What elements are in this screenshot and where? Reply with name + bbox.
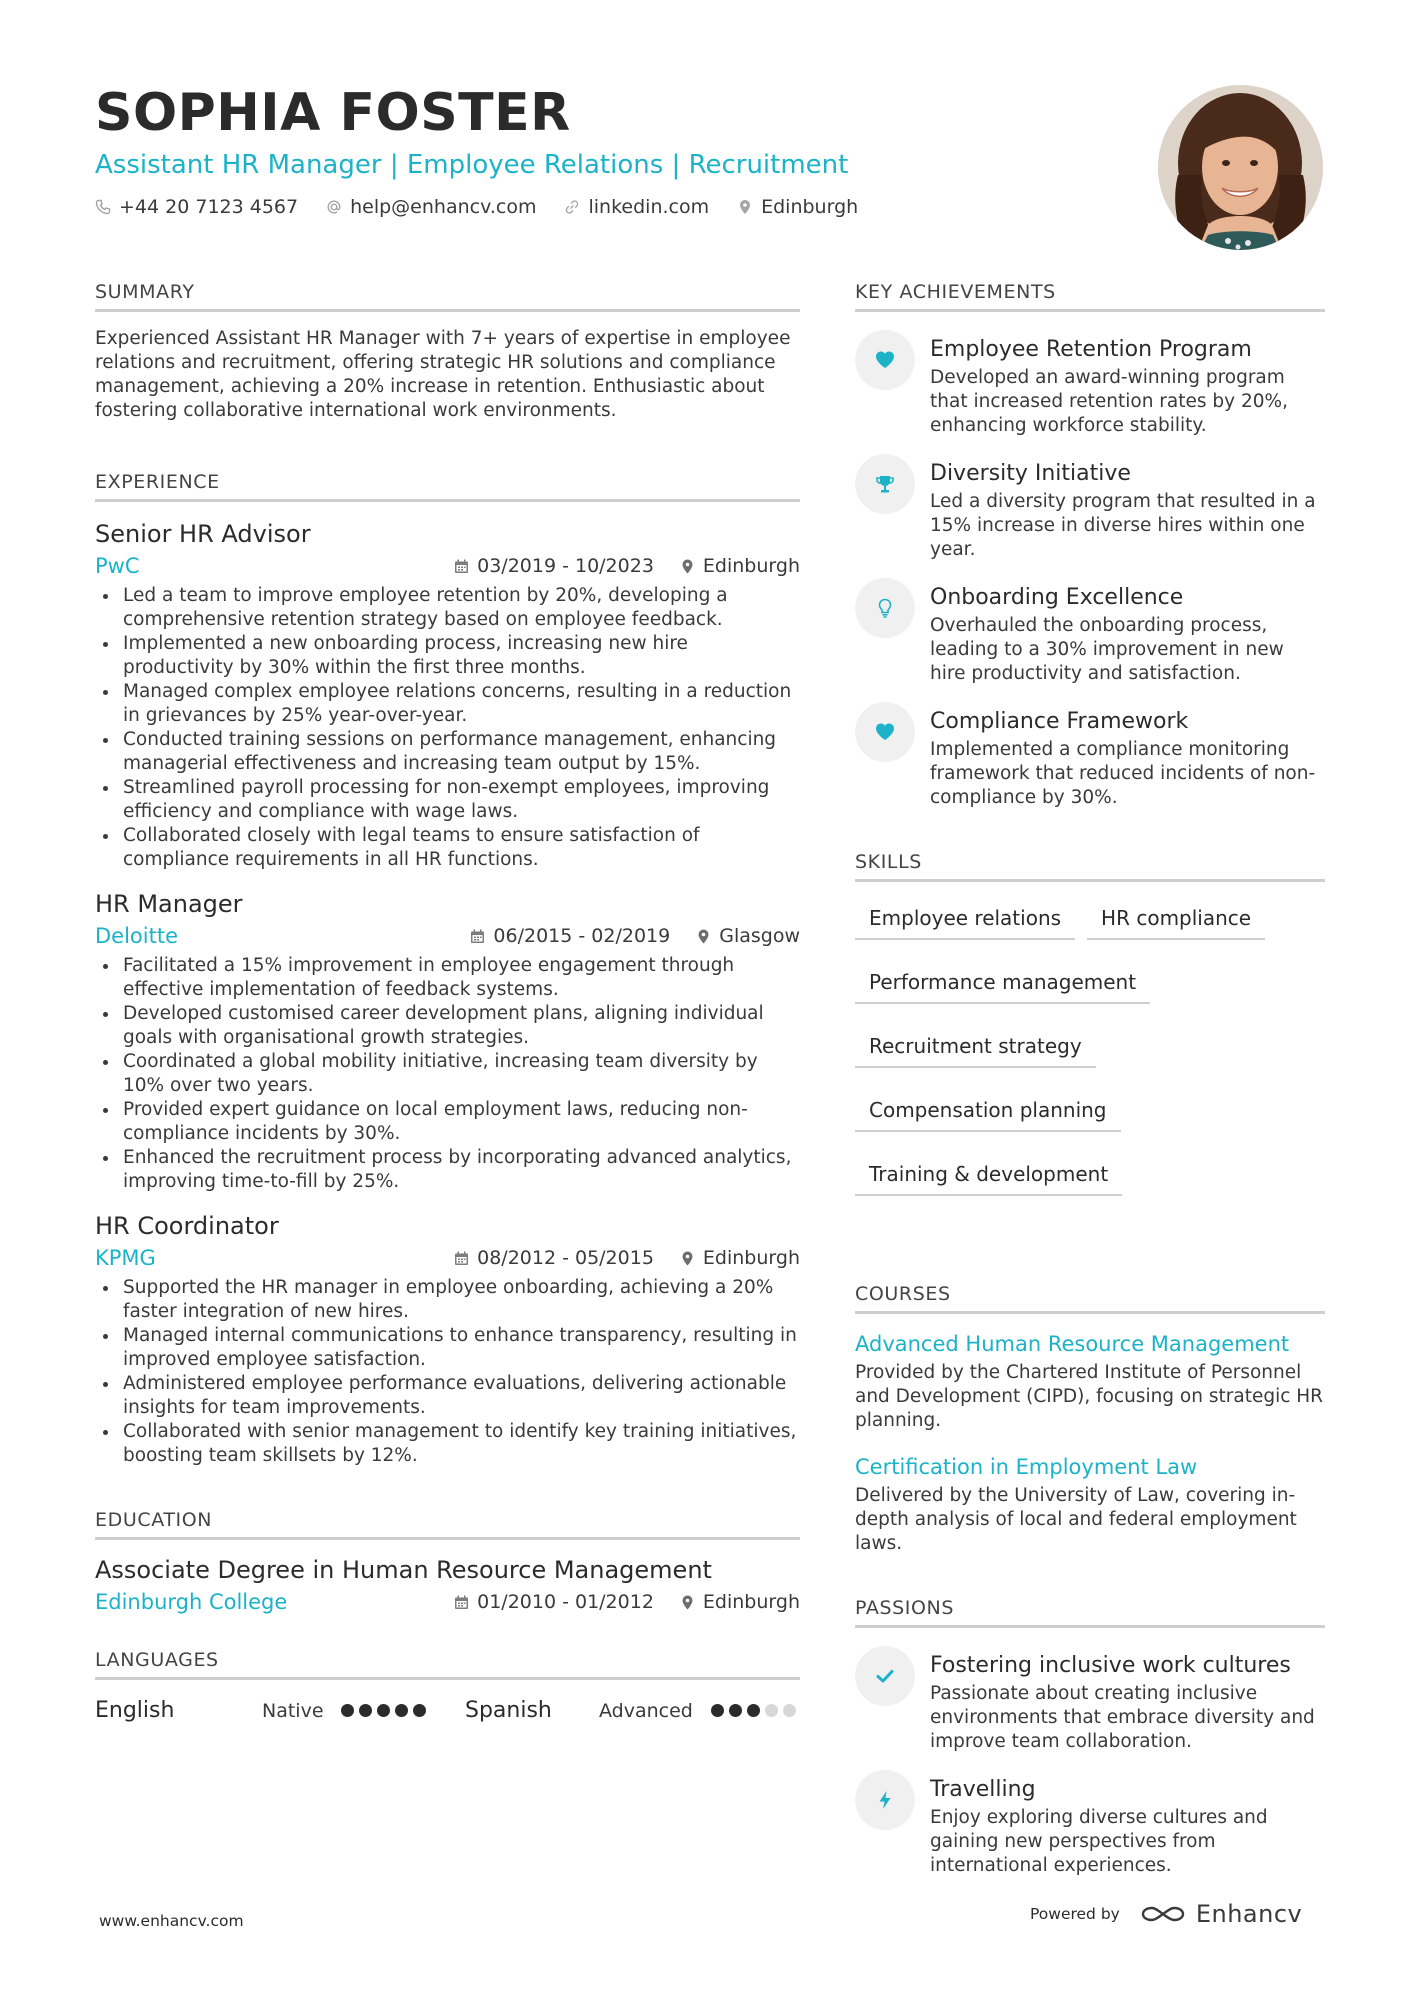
job-location-text: Edinburgh	[702, 555, 800, 577]
left-column	[95, 280, 800, 1723]
skill-tag: Training & development	[855, 1152, 1122, 1196]
achievement-item	[855, 708, 1325, 810]
passion-desc: Passionate about creating inclusive environments that embrace diversity and improve team collaboration.	[930, 1683, 1315, 1752]
achievement-item	[855, 584, 1325, 686]
language-name: Spanish	[465, 1698, 552, 1723]
job-dates-text: 06/2015 - 02/2019	[493, 925, 671, 947]
skills-heading: SKILLS	[855, 850, 1325, 882]
job-dates-text: 03/2019 - 10/2023	[477, 555, 654, 577]
achievement-title: Onboarding Excellence	[930, 585, 1184, 610]
job-location-text: Glasgow	[719, 925, 800, 947]
skill-tag: Performance management	[855, 960, 1150, 1004]
location-pin-icon	[696, 929, 711, 944]
location-pin-icon	[680, 1251, 695, 1266]
achievement-desc: Led a diversity program that resulted in a 15% increase in diverse hires within one year.	[930, 491, 1316, 560]
rating-dot	[711, 1704, 724, 1717]
bullet-item: Developed customised career development plans, aligning individual goals with organisational growth strategies.	[95, 1002, 800, 1050]
passion-desc: Enjoy exploring diverse cultures and gaining new perspectives from international experiences.	[930, 1807, 1268, 1876]
language-level: Advanced	[599, 1699, 693, 1722]
skill-tag: Compensation planning	[855, 1088, 1121, 1132]
rating-dot	[765, 1704, 778, 1717]
contact-linkedin[interactable]	[564, 196, 709, 218]
experience-entry	[95, 518, 800, 872]
powered-by-text: Powered by	[1030, 1905, 1120, 1923]
education-location	[680, 1591, 800, 1613]
job-meta	[95, 1244, 800, 1272]
achievement-body	[930, 336, 1325, 438]
job-bullets	[95, 954, 800, 1194]
achievement-title: Compliance Framework	[930, 709, 1189, 734]
bullet-item: Supported the HR manager in employee onboarding, achieving a 20% faster integration of new hires.	[95, 1276, 800, 1324]
bullet-item: Managed internal communications to enhance transparency, resulting in improved employee satisfaction.	[95, 1324, 800, 1372]
languages-heading: LANGUAGES	[95, 1648, 800, 1680]
language-rating	[711, 1704, 796, 1717]
location-pin-icon	[680, 559, 695, 574]
brand-logo[interactable]	[1140, 1900, 1302, 1928]
rating-dot	[747, 1704, 760, 1717]
trophy-icon	[855, 454, 915, 514]
language-item	[465, 1698, 800, 1723]
candidate-name: SOPHIA FOSTER	[95, 83, 571, 143]
job-location	[696, 925, 800, 947]
job-bullets	[95, 584, 800, 872]
summary-heading: SUMMARY	[95, 280, 800, 312]
passion-title: Travelling	[930, 1777, 1036, 1802]
calendar-icon	[454, 1251, 469, 1266]
location-text: Edinburgh	[761, 196, 859, 218]
job-location	[680, 1247, 800, 1269]
job-location-text: Edinburgh	[702, 1247, 800, 1269]
bullet-item: Conducted training sessions on performance management, enhancing managerial effectiveness and increasing team output by 15%.	[95, 728, 800, 776]
job-meta	[95, 922, 800, 950]
language-name: English	[95, 1698, 175, 1723]
calendar-icon	[454, 1595, 469, 1610]
email-text: help@enhancv.com	[350, 196, 537, 218]
education-meta-right	[454, 1591, 800, 1613]
contact-email[interactable]	[326, 196, 536, 218]
job-dates-text: 08/2012 - 05/2015	[477, 1247, 654, 1269]
rating-dot	[413, 1704, 426, 1717]
bullet-item: Provided expert guidance on local employment laws, reducing non-compliance incidents by 30%.	[95, 1098, 800, 1146]
course-desc: Delivered by the University of Law, covering in-depth analysis of local and federal employment laws.	[855, 1485, 1297, 1554]
education-dates-text: 01/2010 - 01/2012	[477, 1591, 654, 1613]
calendar-icon	[470, 929, 485, 944]
company-name: PwC	[95, 554, 140, 578]
achievement-body	[930, 584, 1325, 686]
contact-phone[interactable]	[95, 196, 298, 218]
rating-dot	[395, 1704, 408, 1717]
school-name: Edinburgh College	[95, 1590, 288, 1614]
bullet-item: Administered employee performance evaluations, delivering actionable insights for team improvements.	[95, 1372, 800, 1420]
bullet-item: Streamlined payroll processing for non-exempt employees, improving efficiency and compliance with wage laws.	[95, 776, 800, 824]
link-icon	[564, 199, 580, 215]
phone-text: +44 20 7123 4567	[119, 196, 299, 218]
right-column	[855, 280, 1325, 1878]
heart-icon	[855, 330, 915, 390]
passion-title: Fostering inclusive work cultures	[930, 1653, 1291, 1678]
job-dates	[454, 555, 654, 577]
language-item	[95, 1698, 465, 1723]
brand-name: Enhancv	[1195, 1900, 1303, 1928]
linkedin-text: linkedin.com	[588, 196, 710, 218]
experience-entry	[95, 1210, 800, 1468]
bullet-item: Implemented a new onboarding process, increasing new hire productivity by 30% within the first three months.	[95, 632, 800, 680]
job-meta-right	[454, 1247, 800, 1269]
job-dates	[454, 1247, 654, 1269]
course-title: Certification in Employment Law	[855, 1455, 1198, 1479]
resume-header	[95, 82, 1155, 218]
achievement-item	[855, 460, 1325, 562]
education-dates	[454, 1591, 654, 1613]
language-rating	[341, 1704, 426, 1717]
job-title: HR Coordinator	[95, 1212, 279, 1240]
at-icon	[326, 199, 342, 215]
achievement-desc: Implemented a compliance monitoring framework that reduced incidents of non-compliance by 30%.	[930, 739, 1316, 808]
achievement-title: Diversity Initiative	[930, 461, 1131, 486]
skill-tag: Employee relations	[855, 896, 1075, 940]
experience-entry	[95, 888, 800, 1194]
achievement-item	[855, 336, 1325, 438]
language-level: Native	[262, 1699, 324, 1722]
location-pin-icon	[737, 199, 753, 215]
job-meta-right	[454, 555, 800, 577]
bullet-item: Coordinated a global mobility initiative, increasing team diversity by 10% over two years.	[95, 1050, 800, 1098]
achievement-body	[930, 708, 1325, 810]
passion-item	[855, 1776, 1325, 1878]
achievements-heading: KEY ACHIEVEMENTS	[855, 280, 1325, 312]
passion-body	[930, 1776, 1325, 1878]
footer-website[interactable]: www.enhancv.com	[99, 1912, 244, 1930]
footer-branding	[1030, 1900, 1302, 1928]
achievement-title: Employee Retention Program	[930, 337, 1252, 362]
location-pin-icon	[680, 1595, 695, 1610]
summary-text: Experienced Assistant HR Manager with 7+ years of expertise in employee relations and recruitment, offering strategic HR solutions and compliance management, achieving a 20% increase in retention. Enthusiastic about fostering collaborative international work environments.	[95, 328, 791, 421]
bullet-item: Collaborated with senior management to identify key training initiatives, boosting team skillsets by 12%.	[95, 1420, 800, 1468]
job-bullets	[95, 1276, 800, 1468]
bullet-item: Managed complex employee relations concerns, resulting in a reduction in grievances by 25% year-over-year.	[95, 680, 800, 728]
heart-icon	[855, 702, 915, 762]
course-title: Advanced Human Resource Management	[855, 1332, 1290, 1356]
achievement-desc: Developed an award-winning program that increased retention rates by 20%, enhancing workforce stability.	[930, 367, 1288, 436]
education-meta	[95, 1588, 800, 1616]
experience-heading: EXPERIENCE	[95, 470, 800, 502]
check-icon	[855, 1646, 915, 1706]
job-location	[680, 555, 800, 577]
job-meta	[95, 552, 800, 580]
skill-tag: Recruitment strategy	[855, 1024, 1096, 1068]
phone-icon	[95, 199, 111, 215]
passions-heading: PASSIONS	[855, 1596, 1325, 1628]
achievement-desc: Overhauled the onboarding process, leading to a 30% improvement in new hire productivity and satisfaction.	[930, 615, 1284, 684]
job-title: Senior HR Advisor	[95, 520, 311, 548]
profile-photo	[1158, 85, 1323, 250]
passion-body	[930, 1652, 1325, 1754]
job-dates	[470, 925, 670, 947]
contact-bar	[95, 196, 1155, 218]
bullet-item: Collaborated closely with legal teams to ensure satisfaction of compliance requirements in all HR functions.	[95, 824, 800, 872]
company-name: KPMG	[95, 1246, 156, 1270]
rating-dot	[783, 1704, 796, 1717]
infinity-logo-icon	[1140, 1902, 1186, 1926]
bullet-item: Enhanced the recruitment process by incorporating advanced analytics, improving time-to-fill by 25%.	[95, 1146, 800, 1194]
bullet-item: Facilitated a 15% improvement in employee engagement through effective implementation of feedback systems.	[95, 954, 800, 1002]
job-title: HR Manager	[95, 890, 243, 918]
skills-list	[855, 896, 1325, 1216]
rating-dot	[377, 1704, 390, 1717]
lightning-icon	[855, 1770, 915, 1830]
languages-list	[95, 1698, 800, 1723]
courses-heading: COURSES	[855, 1282, 1325, 1314]
rating-dot	[359, 1704, 372, 1717]
degree-title: Associate Degree in Human Resource Management	[95, 1556, 712, 1584]
education-location-text: Edinburgh	[702, 1591, 800, 1613]
lightbulb-icon	[855, 578, 915, 638]
bullet-item: Led a team to improve employee retention by 20%, developing a comprehensive retention strategy based on employee feedback.	[95, 584, 800, 632]
rating-dot	[341, 1704, 354, 1717]
company-name: Deloitte	[95, 924, 178, 948]
achievement-body	[930, 460, 1325, 562]
contact-location	[737, 196, 858, 218]
passion-item	[855, 1652, 1325, 1754]
education-heading: EDUCATION	[95, 1508, 800, 1540]
job-meta-right	[470, 925, 800, 947]
calendar-icon	[454, 559, 469, 574]
candidate-headline: Assistant HR Manager | Employee Relations | Recruitment	[95, 150, 849, 180]
rating-dot	[729, 1704, 742, 1717]
course-desc: Provided by the Chartered Institute of Personnel and Development (CIPD), focusing on strategic HR planning.	[855, 1362, 1324, 1431]
skill-tag: HR compliance	[1087, 896, 1265, 940]
